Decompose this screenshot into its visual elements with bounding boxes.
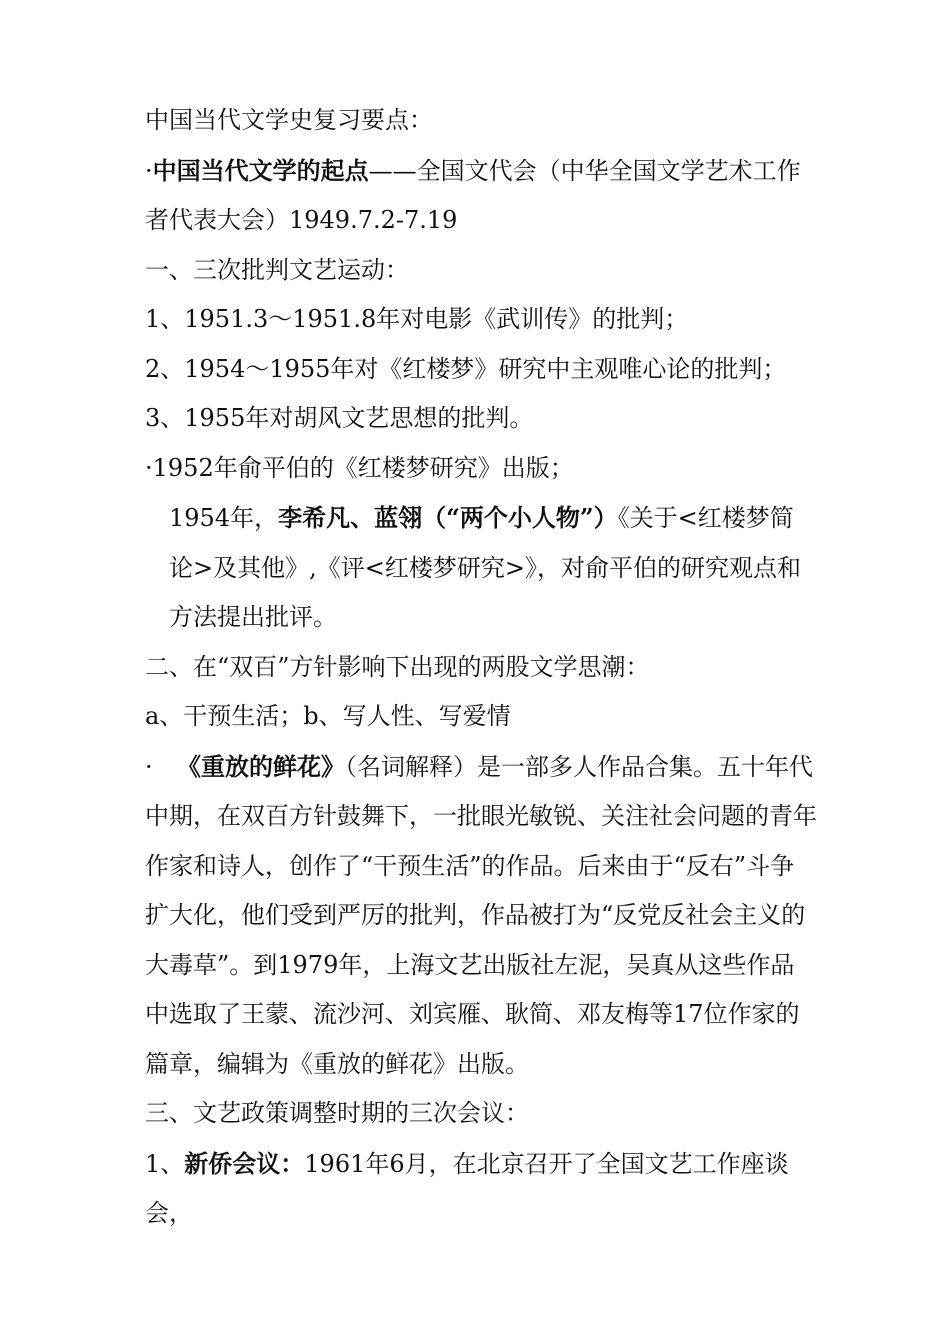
paragraph-lead: 1954年， <box>169 504 279 532</box>
list-item: 3、1955年对胡风文艺思想的批判。 <box>145 404 534 432</box>
bold-term-two-little-people: 李希凡、蓝翎（“两个小人物”） <box>278 503 618 532</box>
section-heading-three: 三、文艺政策调整时期的三次会议： <box>145 1099 529 1127</box>
list-item <box>145 1139 817 1239</box>
list-item-text: 1961年6月，在北京召开了全国文艺工作座谈会， <box>145 1149 789 1227</box>
paragraph-text: （名词解释）是一部多人作品合集。五十年代中期，在双百方针鼓舞下，一批眼光敏锐、关注社会问题的青年作家和诗人，创作了“干预生活”的作品。后来由于“反右”斗争扩大化，他们受到严厉的批判，作品被打为“反党反社会主义的大毒草”。到1979年，上海文艺出版社左泥，吴真从这些作品中选取了王蒙、流沙河、刘宾雁、耿简、邓友梅等17位作家的篇章，编辑为《重放的鲜花》出版。 <box>145 752 817 1078</box>
paragraph-yu-pingbo: ·1952年俞平伯的《红楼梦研究》出版； <box>145 453 574 482</box>
list-item: 1、1951.3～1951.8年对电影《武训传》的批判； <box>145 305 689 333</box>
bullet: · <box>145 752 153 781</box>
section-heading-one: 一、三次批判文艺运动： <box>145 255 409 284</box>
list-item-lead: 1、 <box>145 1149 185 1178</box>
bullet: · <box>145 156 153 185</box>
list-item: a、干预生活；b、写人性、写爱情 <box>145 702 511 730</box>
document-title: 中国当代文学史复习要点： <box>145 106 433 134</box>
paragraph-starting-point <box>145 146 817 246</box>
paragraph-text: 《关于<红楼梦简论>及其他》,《评<红楼梦研究>》，对俞平伯的研究观点和方法提出批评。 <box>169 504 801 631</box>
document-body <box>145 96 817 1239</box>
section-heading-two: 二、在“双百”方针影响下出现的两股文学思潮： <box>145 652 650 681</box>
bold-term-starting-point: 中国当代文学的起点 <box>152 155 369 185</box>
bold-term-replayed-flowers: 《重放的鲜花》 <box>177 751 345 781</box>
paragraph-li-xifan <box>145 493 817 643</box>
list-item: 2、1954～1955年对《红楼梦》研究中主观唯心论的批判； <box>145 354 787 383</box>
paragraph-replayed-flowers <box>145 742 817 1090</box>
paragraph-text: ——全国文代会（中华全国文学艺术工作者代表大会）1949.7.2-7.19 <box>145 156 801 234</box>
bold-term-xinqiao-meeting: 新侨会议： <box>184 1148 305 1178</box>
